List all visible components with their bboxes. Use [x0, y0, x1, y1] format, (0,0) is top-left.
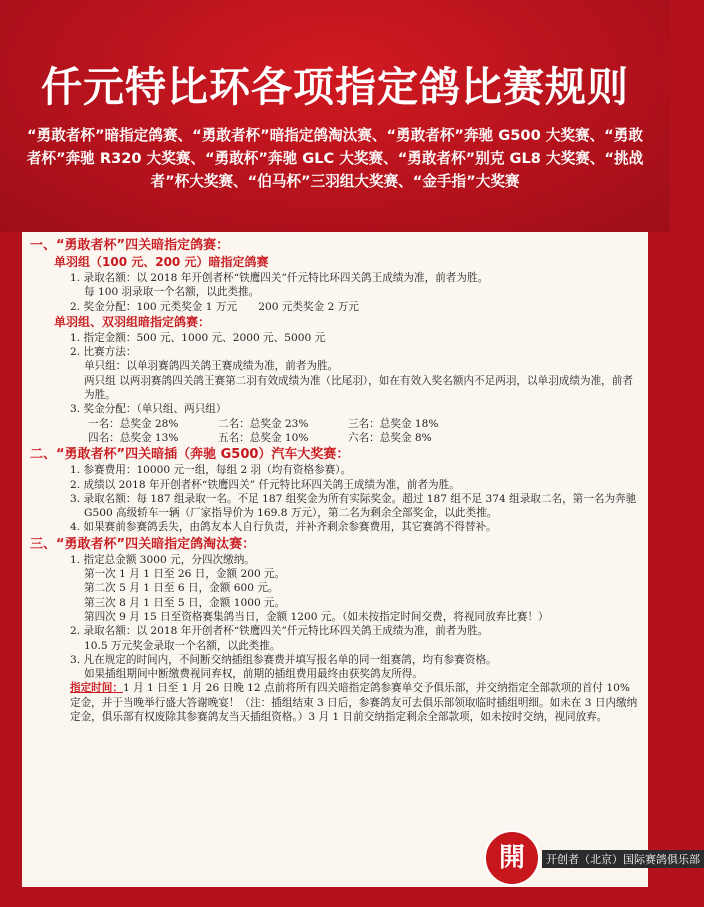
section-1-group-1-heading: 单羽组（100 元、200 元）暗指定鸽赛: [54, 255, 269, 269]
rule-line: 两只组 以两羽赛鸽四关鸽王赛第二羽有效成绩为准（比尾羽），如在有效入奖名额内不足两羽，以单羽成绩为准，前者为胜。: [84, 374, 633, 402]
rule-line: 1. 参赛费用：10000 元一组，每组 2 羽（均有资格参赛）。: [70, 464, 352, 477]
club-seal-logo: 開: [484, 830, 540, 886]
rules-content: [30, 236, 642, 724]
section-1-group-2-heading: 单羽组、双羽组暗指定鸽赛：: [54, 314, 211, 329]
rule-line: 2. 奖金分配：100 元类奖金 1 万元 200 元类奖金 2 万元: [70, 300, 359, 313]
deadline-text: 1 月 1 日至 1 月 26 日晚 12 点前将所有四关暗指定鸽参赛单交予俱乐部，并交纳指定全部款项的首付 10% 定金，并于当晚举行盛大答谢晚宴！（注：插组结束 3 日后，参赛鸽友可去俱乐部领取临时插组明细。如未在 3 日内缴纳定金，俱乐部有权废除其参赛鸽友当天插组资格。）3 月 1 日前交纳指定剩余全部款项，如未按时交纳，视同放弃。: [70, 682, 638, 724]
prize-item: 五名：总奖金 10%: [218, 431, 309, 444]
header-banner: [0, 0, 670, 232]
prize-item: 二名：总奖金 23%: [218, 417, 309, 430]
deadline-label: 指定时间：: [70, 682, 123, 695]
section-3-heading: 三、“勇敢者杯”四关暗指定鸽淘汰赛：: [30, 536, 256, 552]
club-name: 开创者（北京）国际赛鸽俱乐部: [542, 850, 704, 868]
rule-line: 10.5 万元奖金录取一个名额，以此类推。: [84, 639, 281, 652]
club-watermark: [484, 828, 700, 888]
rule-line: 1. 指定金额：500 元、1000 元、2000 元、5000 元: [70, 331, 326, 344]
footer-band: [0, 887, 670, 907]
rule-line: 第二次 5 月 1 日至 6 日，金额 600 元。: [84, 582, 279, 595]
section-2-heading: 二、“勇敢者杯”四关暗插（奔驰 G500）汽车大奖赛：: [30, 447, 350, 463]
rule-line: 4. 如果赛前参赛鸽丢失，由鸽友本人自行负责，并补齐剩余参赛费用，其它赛鸽不得替补。: [70, 521, 497, 534]
rule-line: 1. 指定总金额 3000 元，分四次缴纳。: [70, 553, 255, 566]
rule-line: 2. 录取名额：以 2018 年开创者杯“铁鹰四关”仟元特比环四关鸽王成绩为准，前者为胜。: [70, 625, 489, 638]
prize-item: 六名：总奖金 8%: [348, 431, 432, 444]
prize-item: 四名：总奖金 13%: [88, 431, 179, 444]
rule-line: 1. 录取名额：以 2018 年开创者杯“铁鹰四关”仟元特比环四关鸽王成绩为准，前者为胜。: [70, 272, 489, 284]
section-1-heading: 一、“勇敢者杯”四关暗指定鸽赛：: [30, 238, 230, 253]
rule-line: 3. 奖金分配：（单只组、两只组）: [70, 403, 227, 416]
subtitle-race-list: “勇敢者杯”暗指定鸽赛、“勇敢者杯”暗指定鸽淘汰赛、“勇敢者杯”奔驰 G500 大奖赛、“勇敢者杯”奔驰 R320 大奖赛、“勇敢杯”奔驰 GLC 大奖赛、“勇敢者杯”别克 GL8 大奖赛、“挑战者”杯大奖赛、“伯马杯”三羽组大奖赛、“金手指”大奖赛: [26, 127, 644, 190]
rule-line: 如果插组期间中断缴费视同弃权，前期的插组费用最终由获奖鸽友所得。: [84, 668, 423, 681]
rule-line: 单只组：以单羽赛鸽四关鸽王赛成绩为准，前者为胜。: [84, 360, 339, 373]
rules-panel: [22, 232, 648, 887]
rule-line: 3. 录取名额：每 187 组录取一名。不足 187 组奖金为所有实际奖金。超过 187 组不足 374 组录取二名，第一名为奔驰 G500 高级轿车一辆（厂家指导价为 169.8 万元），第二名为剩余全部奖金，以此类推。: [70, 492, 637, 520]
page-title: 仟元特比环各项指定鸽比赛规则: [41, 63, 629, 111]
rule-line: 3. 凡在规定的时间内，不间断交纳插组参赛费并填写报名单的同一组赛鸽，均有参赛资格。: [70, 653, 497, 666]
prize-item: 三名：总奖金 18%: [348, 417, 439, 430]
rule-line: 第一次 1 月 1 日至 26 日，金额 200 元。: [84, 568, 286, 581]
rule-line: 第四次 9 月 15 日至资格赛集鸽当日，金额 1200 元。（如未按指定时间交费，将视同放弃比赛！）: [84, 610, 549, 623]
rule-line: 2. 成绩以 2018 年开创者杯“铁鹰四关” 仟元特比环四关鸽王成绩为准，前者为胜。: [70, 478, 460, 491]
prize-row: [30, 431, 642, 445]
rule-line: 第三次 8 月 1 日至 5 日，金额 1000 元。: [84, 596, 286, 609]
rule-line: 每 100 羽录取一个名额，以此类推。: [84, 286, 260, 299]
prize-item: 一名：总奖金 28%: [88, 417, 179, 430]
prize-row: [30, 417, 642, 431]
deadline-paragraph: [30, 681, 642, 724]
rule-line: 2. 比赛方法：: [70, 346, 137, 359]
